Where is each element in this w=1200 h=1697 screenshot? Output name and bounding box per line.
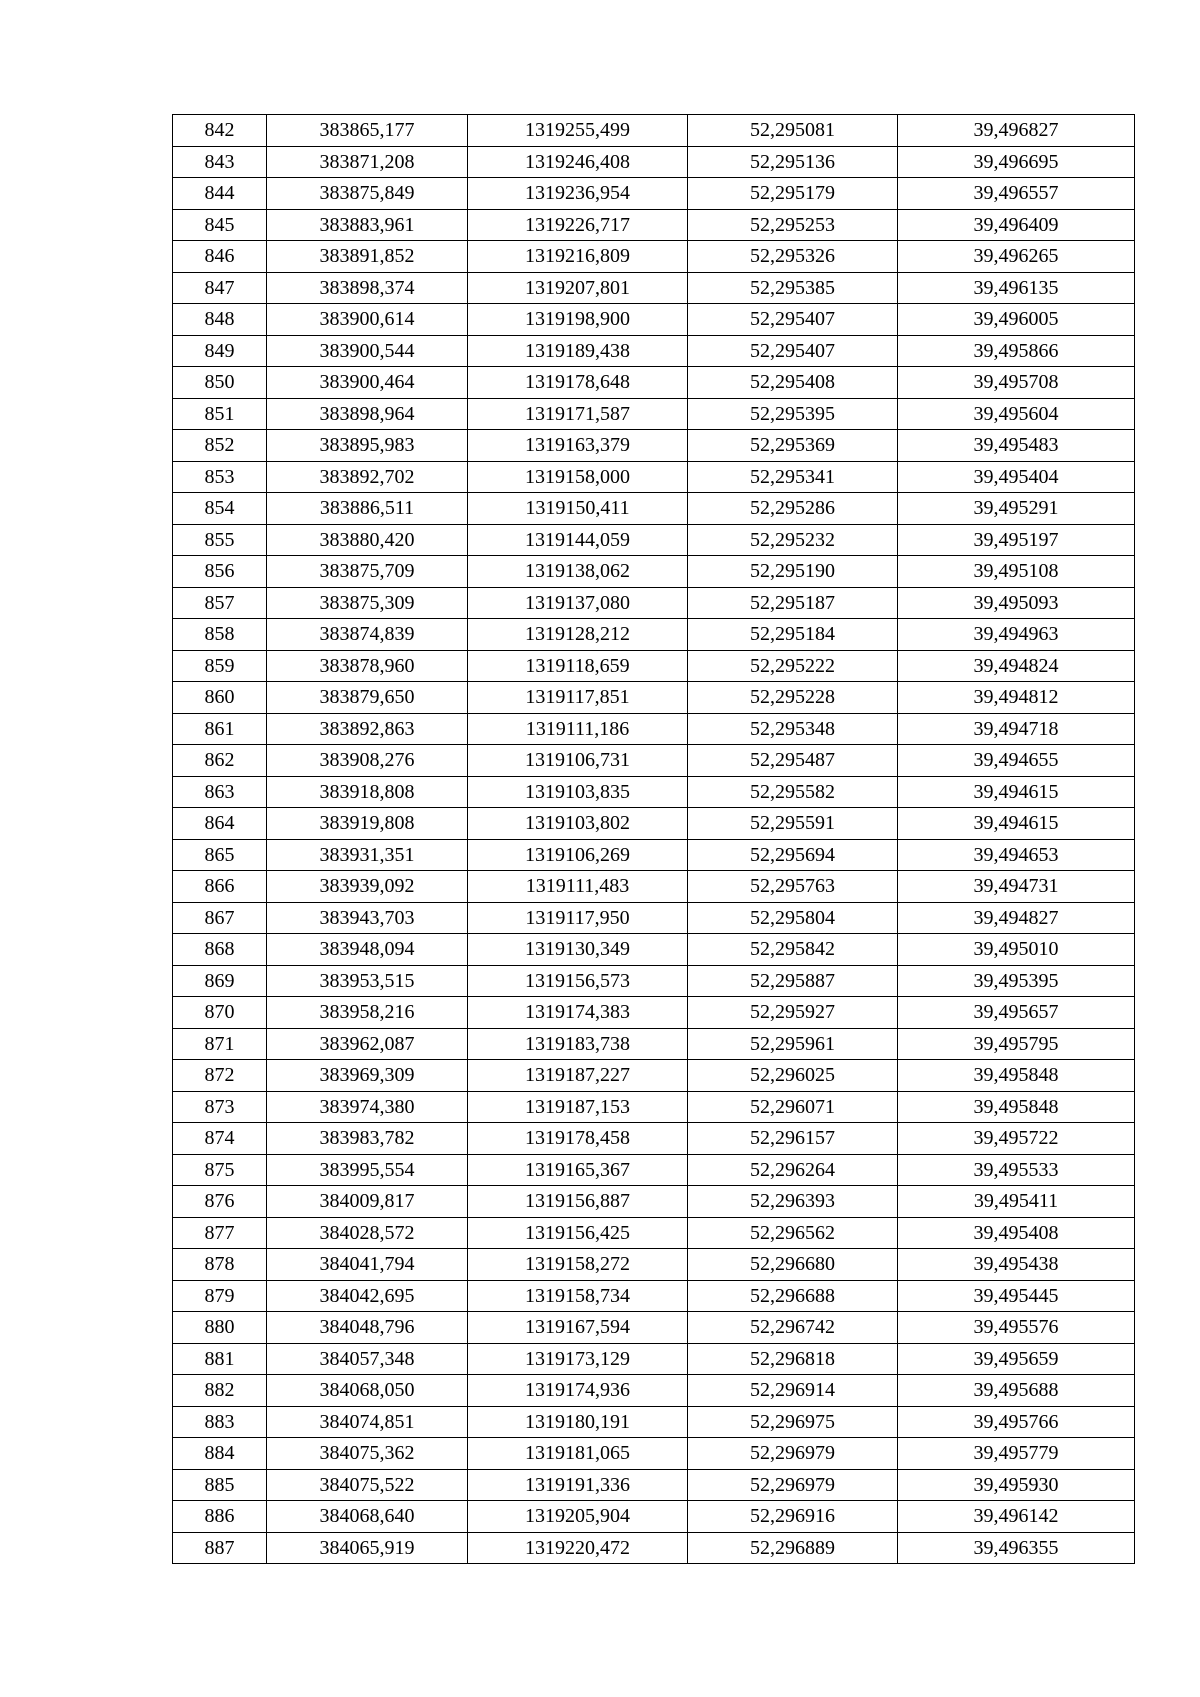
point-number-cell: 874: [173, 1123, 267, 1155]
point-number-cell: 875: [173, 1154, 267, 1186]
longitude-cell: 39,496142: [898, 1501, 1135, 1533]
x-coordinate-cell: 384041,794: [267, 1249, 468, 1281]
longitude-cell: 39,494655: [898, 745, 1135, 777]
x-coordinate-cell: 383974,380: [267, 1091, 468, 1123]
x-coordinate-cell: 383880,420: [267, 524, 468, 556]
y-coordinate-cell: 1319171,587: [468, 398, 688, 430]
table-row: [173, 430, 1135, 462]
longitude-cell: 39,495659: [898, 1343, 1135, 1375]
y-coordinate-cell: 1319207,801: [468, 272, 688, 304]
y-coordinate-cell: 1319130,349: [468, 934, 688, 966]
longitude-cell: 39,495483: [898, 430, 1135, 462]
x-coordinate-cell: 383898,374: [267, 272, 468, 304]
latitude-cell: 52,296914: [688, 1375, 898, 1407]
latitude-cell: 52,296688: [688, 1280, 898, 1312]
table-row: [173, 587, 1135, 619]
point-number-cell: 869: [173, 965, 267, 997]
latitude-cell: 52,296975: [688, 1406, 898, 1438]
table-row: [173, 178, 1135, 210]
x-coordinate-cell: 383908,276: [267, 745, 468, 777]
latitude-cell: 52,296680: [688, 1249, 898, 1281]
longitude-cell: 39,495404: [898, 461, 1135, 493]
latitude-cell: 52,296025: [688, 1060, 898, 1092]
x-coordinate-cell: 384075,362: [267, 1438, 468, 1470]
x-coordinate-cell: 383895,983: [267, 430, 468, 462]
y-coordinate-cell: 1319183,738: [468, 1028, 688, 1060]
table-row: [173, 997, 1135, 1029]
table-row: [173, 272, 1135, 304]
x-coordinate-cell: 384068,640: [267, 1501, 468, 1533]
y-coordinate-cell: 1319117,851: [468, 682, 688, 714]
longitude-cell: 39,495688: [898, 1375, 1135, 1407]
point-number-cell: 856: [173, 556, 267, 588]
latitude-cell: 52,295232: [688, 524, 898, 556]
y-coordinate-cell: 1319178,648: [468, 367, 688, 399]
table-row: [173, 1438, 1135, 1470]
x-coordinate-cell: 383958,216: [267, 997, 468, 1029]
y-coordinate-cell: 1319216,809: [468, 241, 688, 273]
point-number-cell: 872: [173, 1060, 267, 1092]
x-coordinate-cell: 383983,782: [267, 1123, 468, 1155]
latitude-cell: 52,295694: [688, 839, 898, 871]
x-coordinate-cell: 384009,817: [267, 1186, 468, 1218]
table-row: [173, 241, 1135, 273]
point-number-cell: 855: [173, 524, 267, 556]
point-number-cell: 853: [173, 461, 267, 493]
table-row: [173, 1186, 1135, 1218]
y-coordinate-cell: 1319103,835: [468, 776, 688, 808]
x-coordinate-cell: 383919,808: [267, 808, 468, 840]
y-coordinate-cell: 1319156,573: [468, 965, 688, 997]
latitude-cell: 52,295763: [688, 871, 898, 903]
table-row: [173, 146, 1135, 178]
longitude-cell: 39,495411: [898, 1186, 1135, 1218]
table-row: [173, 776, 1135, 808]
latitude-cell: 52,295369: [688, 430, 898, 462]
point-number-cell: 861: [173, 713, 267, 745]
y-coordinate-cell: 1319163,379: [468, 430, 688, 462]
latitude-cell: 52,295407: [688, 335, 898, 367]
x-coordinate-cell: 384074,851: [267, 1406, 468, 1438]
y-coordinate-cell: 1319128,212: [468, 619, 688, 651]
y-coordinate-cell: 1319117,950: [468, 902, 688, 934]
x-coordinate-cell: 383879,650: [267, 682, 468, 714]
point-number-cell: 885: [173, 1469, 267, 1501]
table-row: [173, 1343, 1135, 1375]
x-coordinate-cell: 383962,087: [267, 1028, 468, 1060]
point-number-cell: 866: [173, 871, 267, 903]
latitude-cell: 52,295253: [688, 209, 898, 241]
x-coordinate-cell: 383891,852: [267, 241, 468, 273]
longitude-cell: 39,494718: [898, 713, 1135, 745]
latitude-cell: 52,295582: [688, 776, 898, 808]
point-number-cell: 867: [173, 902, 267, 934]
x-coordinate-cell: 383871,208: [267, 146, 468, 178]
y-coordinate-cell: 1319181,065: [468, 1438, 688, 1470]
latitude-cell: 52,295222: [688, 650, 898, 682]
y-coordinate-cell: 1319220,472: [468, 1532, 688, 1564]
point-number-cell: 859: [173, 650, 267, 682]
table-row: [173, 871, 1135, 903]
longitude-cell: 39,496005: [898, 304, 1135, 336]
x-coordinate-cell: 383948,094: [267, 934, 468, 966]
table-row: [173, 650, 1135, 682]
x-coordinate-cell: 383892,702: [267, 461, 468, 493]
longitude-cell: 39,495395: [898, 965, 1135, 997]
latitude-cell: 52,295187: [688, 587, 898, 619]
y-coordinate-cell: 1319106,269: [468, 839, 688, 871]
table-row: [173, 713, 1135, 745]
latitude-cell: 52,295286: [688, 493, 898, 525]
longitude-cell: 39,495445: [898, 1280, 1135, 1312]
table-row: [173, 398, 1135, 430]
y-coordinate-cell: 1319205,904: [468, 1501, 688, 1533]
point-number-cell: 850: [173, 367, 267, 399]
table-row: [173, 367, 1135, 399]
longitude-cell: 39,495766: [898, 1406, 1135, 1438]
x-coordinate-cell: 383918,808: [267, 776, 468, 808]
point-number-cell: 849: [173, 335, 267, 367]
point-number-cell: 845: [173, 209, 267, 241]
x-coordinate-cell: 384057,348: [267, 1343, 468, 1375]
longitude-cell: 39,496355: [898, 1532, 1135, 1564]
y-coordinate-cell: 1319156,425: [468, 1217, 688, 1249]
latitude-cell: 52,295326: [688, 241, 898, 273]
point-number-cell: 858: [173, 619, 267, 651]
y-coordinate-cell: 1319236,954: [468, 178, 688, 210]
table-row: [173, 934, 1135, 966]
latitude-cell: 52,296818: [688, 1343, 898, 1375]
latitude-cell: 52,295927: [688, 997, 898, 1029]
y-coordinate-cell: 1319156,887: [468, 1186, 688, 1218]
table-row: [173, 1532, 1135, 1564]
y-coordinate-cell: 1319178,458: [468, 1123, 688, 1155]
longitude-cell: 39,495408: [898, 1217, 1135, 1249]
x-coordinate-cell: 383953,515: [267, 965, 468, 997]
table-row: [173, 902, 1135, 934]
table-row: [173, 745, 1135, 777]
y-coordinate-cell: 1319226,717: [468, 209, 688, 241]
latitude-cell: 52,296979: [688, 1469, 898, 1501]
longitude-cell: 39,495533: [898, 1154, 1135, 1186]
y-coordinate-cell: 1319103,802: [468, 808, 688, 840]
y-coordinate-cell: 1319189,438: [468, 335, 688, 367]
y-coordinate-cell: 1319150,411: [468, 493, 688, 525]
latitude-cell: 52,296916: [688, 1501, 898, 1533]
x-coordinate-cell: 384075,522: [267, 1469, 468, 1501]
table-row: [173, 965, 1135, 997]
point-number-cell: 880: [173, 1312, 267, 1344]
latitude-cell: 52,295961: [688, 1028, 898, 1060]
x-coordinate-cell: 383900,614: [267, 304, 468, 336]
point-number-cell: 868: [173, 934, 267, 966]
x-coordinate-cell: 383874,839: [267, 619, 468, 651]
y-coordinate-cell: 1319118,659: [468, 650, 688, 682]
longitude-cell: 39,494615: [898, 776, 1135, 808]
point-number-cell: 884: [173, 1438, 267, 1470]
longitude-cell: 39,496557: [898, 178, 1135, 210]
longitude-cell: 39,496695: [898, 146, 1135, 178]
table-row: [173, 1406, 1135, 1438]
point-number-cell: 844: [173, 178, 267, 210]
point-number-cell: 881: [173, 1343, 267, 1375]
point-number-cell: 862: [173, 745, 267, 777]
table-row: [173, 808, 1135, 840]
table-row: [173, 1028, 1135, 1060]
x-coordinate-cell: 383969,309: [267, 1060, 468, 1092]
table-row: [173, 1154, 1135, 1186]
x-coordinate-cell: 383898,964: [267, 398, 468, 430]
latitude-cell: 52,295341: [688, 461, 898, 493]
x-coordinate-cell: 383875,849: [267, 178, 468, 210]
longitude-cell: 39,494812: [898, 682, 1135, 714]
point-number-cell: 877: [173, 1217, 267, 1249]
latitude-cell: 52,295081: [688, 115, 898, 147]
table-row: [173, 1217, 1135, 1249]
table-row: [173, 1501, 1135, 1533]
longitude-cell: 39,495930: [898, 1469, 1135, 1501]
longitude-cell: 39,494827: [898, 902, 1135, 934]
latitude-cell: 52,295487: [688, 745, 898, 777]
x-coordinate-cell: 383939,092: [267, 871, 468, 903]
y-coordinate-cell: 1319138,062: [468, 556, 688, 588]
point-number-cell: 854: [173, 493, 267, 525]
y-coordinate-cell: 1319187,153: [468, 1091, 688, 1123]
y-coordinate-cell: 1319111,186: [468, 713, 688, 745]
table-row: [173, 1280, 1135, 1312]
latitude-cell: 52,295348: [688, 713, 898, 745]
latitude-cell: 52,295842: [688, 934, 898, 966]
point-number-cell: 843: [173, 146, 267, 178]
longitude-cell: 39,496135: [898, 272, 1135, 304]
longitude-cell: 39,495657: [898, 997, 1135, 1029]
table-row: [173, 682, 1135, 714]
longitude-cell: 39,495010: [898, 934, 1135, 966]
longitude-cell: 39,494653: [898, 839, 1135, 871]
point-number-cell: 871: [173, 1028, 267, 1060]
longitude-cell: 39,494731: [898, 871, 1135, 903]
latitude-cell: 52,296264: [688, 1154, 898, 1186]
point-number-cell: 864: [173, 808, 267, 840]
point-number-cell: 873: [173, 1091, 267, 1123]
x-coordinate-cell: 384042,695: [267, 1280, 468, 1312]
table-row: [173, 335, 1135, 367]
x-coordinate-cell: 383875,309: [267, 587, 468, 619]
y-coordinate-cell: 1319158,000: [468, 461, 688, 493]
latitude-cell: 52,295395: [688, 398, 898, 430]
y-coordinate-cell: 1319144,059: [468, 524, 688, 556]
longitude-cell: 39,495108: [898, 556, 1135, 588]
table-row: [173, 1312, 1135, 1344]
longitude-cell: 39,496409: [898, 209, 1135, 241]
y-coordinate-cell: 1319174,383: [468, 997, 688, 1029]
latitude-cell: 52,295136: [688, 146, 898, 178]
latitude-cell: 52,296979: [688, 1438, 898, 1470]
coordinates-table-body: [173, 115, 1135, 1564]
point-number-cell: 870: [173, 997, 267, 1029]
x-coordinate-cell: 384068,050: [267, 1375, 468, 1407]
table-row: [173, 115, 1135, 147]
latitude-cell: 52,295385: [688, 272, 898, 304]
y-coordinate-cell: 1319187,227: [468, 1060, 688, 1092]
x-coordinate-cell: 383875,709: [267, 556, 468, 588]
point-number-cell: 865: [173, 839, 267, 871]
x-coordinate-cell: 383943,703: [267, 902, 468, 934]
x-coordinate-cell: 383883,961: [267, 209, 468, 241]
table-row: [173, 619, 1135, 651]
x-coordinate-cell: 384028,572: [267, 1217, 468, 1249]
longitude-cell: 39,495708: [898, 367, 1135, 399]
latitude-cell: 52,296562: [688, 1217, 898, 1249]
table-row: [173, 1375, 1135, 1407]
latitude-cell: 52,296157: [688, 1123, 898, 1155]
longitude-cell: 39,495576: [898, 1312, 1135, 1344]
longitude-cell: 39,495604: [898, 398, 1135, 430]
coordinates-table: [172, 114, 1135, 1564]
point-number-cell: 879: [173, 1280, 267, 1312]
latitude-cell: 52,295804: [688, 902, 898, 934]
point-number-cell: 876: [173, 1186, 267, 1218]
latitude-cell: 52,296071: [688, 1091, 898, 1123]
x-coordinate-cell: 383878,960: [267, 650, 468, 682]
point-number-cell: 842: [173, 115, 267, 147]
y-coordinate-cell: 1319173,129: [468, 1343, 688, 1375]
latitude-cell: 52,296393: [688, 1186, 898, 1218]
point-number-cell: 887: [173, 1532, 267, 1564]
longitude-cell: 39,495291: [898, 493, 1135, 525]
y-coordinate-cell: 1319106,731: [468, 745, 688, 777]
table-row: [173, 461, 1135, 493]
longitude-cell: 39,495438: [898, 1249, 1135, 1281]
longitude-cell: 39,495848: [898, 1060, 1135, 1092]
y-coordinate-cell: 1319174,936: [468, 1375, 688, 1407]
table-row: [173, 304, 1135, 336]
longitude-cell: 39,494824: [898, 650, 1135, 682]
y-coordinate-cell: 1319191,336: [468, 1469, 688, 1501]
point-number-cell: 852: [173, 430, 267, 462]
y-coordinate-cell: 1319180,191: [468, 1406, 688, 1438]
x-coordinate-cell: 383892,863: [267, 713, 468, 745]
table-row: [173, 209, 1135, 241]
point-number-cell: 846: [173, 241, 267, 273]
table-row: [173, 1060, 1135, 1092]
latitude-cell: 52,295408: [688, 367, 898, 399]
latitude-cell: 52,295228: [688, 682, 898, 714]
table-row: [173, 556, 1135, 588]
table-row: [173, 1091, 1135, 1123]
x-coordinate-cell: 383886,511: [267, 493, 468, 525]
table-row: [173, 1249, 1135, 1281]
x-coordinate-cell: 383865,177: [267, 115, 468, 147]
latitude-cell: 52,295591: [688, 808, 898, 840]
longitude-cell: 39,495779: [898, 1438, 1135, 1470]
longitude-cell: 39,495866: [898, 335, 1135, 367]
longitude-cell: 39,495093: [898, 587, 1135, 619]
point-number-cell: 883: [173, 1406, 267, 1438]
latitude-cell: 52,295407: [688, 304, 898, 336]
point-number-cell: 848: [173, 304, 267, 336]
x-coordinate-cell: 383900,544: [267, 335, 468, 367]
longitude-cell: 39,496265: [898, 241, 1135, 273]
longitude-cell: 39,495795: [898, 1028, 1135, 1060]
point-number-cell: 847: [173, 272, 267, 304]
x-coordinate-cell: 383931,351: [267, 839, 468, 871]
y-coordinate-cell: 1319137,080: [468, 587, 688, 619]
table-row: [173, 1123, 1135, 1155]
y-coordinate-cell: 1319158,734: [468, 1280, 688, 1312]
latitude-cell: 52,295184: [688, 619, 898, 651]
y-coordinate-cell: 1319246,408: [468, 146, 688, 178]
latitude-cell: 52,295179: [688, 178, 898, 210]
longitude-cell: 39,494963: [898, 619, 1135, 651]
table-row: [173, 839, 1135, 871]
latitude-cell: 52,296742: [688, 1312, 898, 1344]
x-coordinate-cell: 383900,464: [267, 367, 468, 399]
table-row: [173, 493, 1135, 525]
point-number-cell: 863: [173, 776, 267, 808]
point-number-cell: 878: [173, 1249, 267, 1281]
latitude-cell: 52,295190: [688, 556, 898, 588]
longitude-cell: 39,495848: [898, 1091, 1135, 1123]
y-coordinate-cell: 1319111,483: [468, 871, 688, 903]
x-coordinate-cell: 383995,554: [267, 1154, 468, 1186]
y-coordinate-cell: 1319198,900: [468, 304, 688, 336]
table-row: [173, 524, 1135, 556]
y-coordinate-cell: 1319167,594: [468, 1312, 688, 1344]
longitude-cell: 39,495197: [898, 524, 1135, 556]
point-number-cell: 860: [173, 682, 267, 714]
longitude-cell: 39,496827: [898, 115, 1135, 147]
y-coordinate-cell: 1319158,272: [468, 1249, 688, 1281]
x-coordinate-cell: 384048,796: [267, 1312, 468, 1344]
point-number-cell: 886: [173, 1501, 267, 1533]
latitude-cell: 52,295887: [688, 965, 898, 997]
x-coordinate-cell: 384065,919: [267, 1532, 468, 1564]
point-number-cell: 882: [173, 1375, 267, 1407]
longitude-cell: 39,494615: [898, 808, 1135, 840]
y-coordinate-cell: 1319165,367: [468, 1154, 688, 1186]
table-row: [173, 1469, 1135, 1501]
point-number-cell: 851: [173, 398, 267, 430]
latitude-cell: 52,296889: [688, 1532, 898, 1564]
longitude-cell: 39,495722: [898, 1123, 1135, 1155]
y-coordinate-cell: 1319255,499: [468, 115, 688, 147]
point-number-cell: 857: [173, 587, 267, 619]
